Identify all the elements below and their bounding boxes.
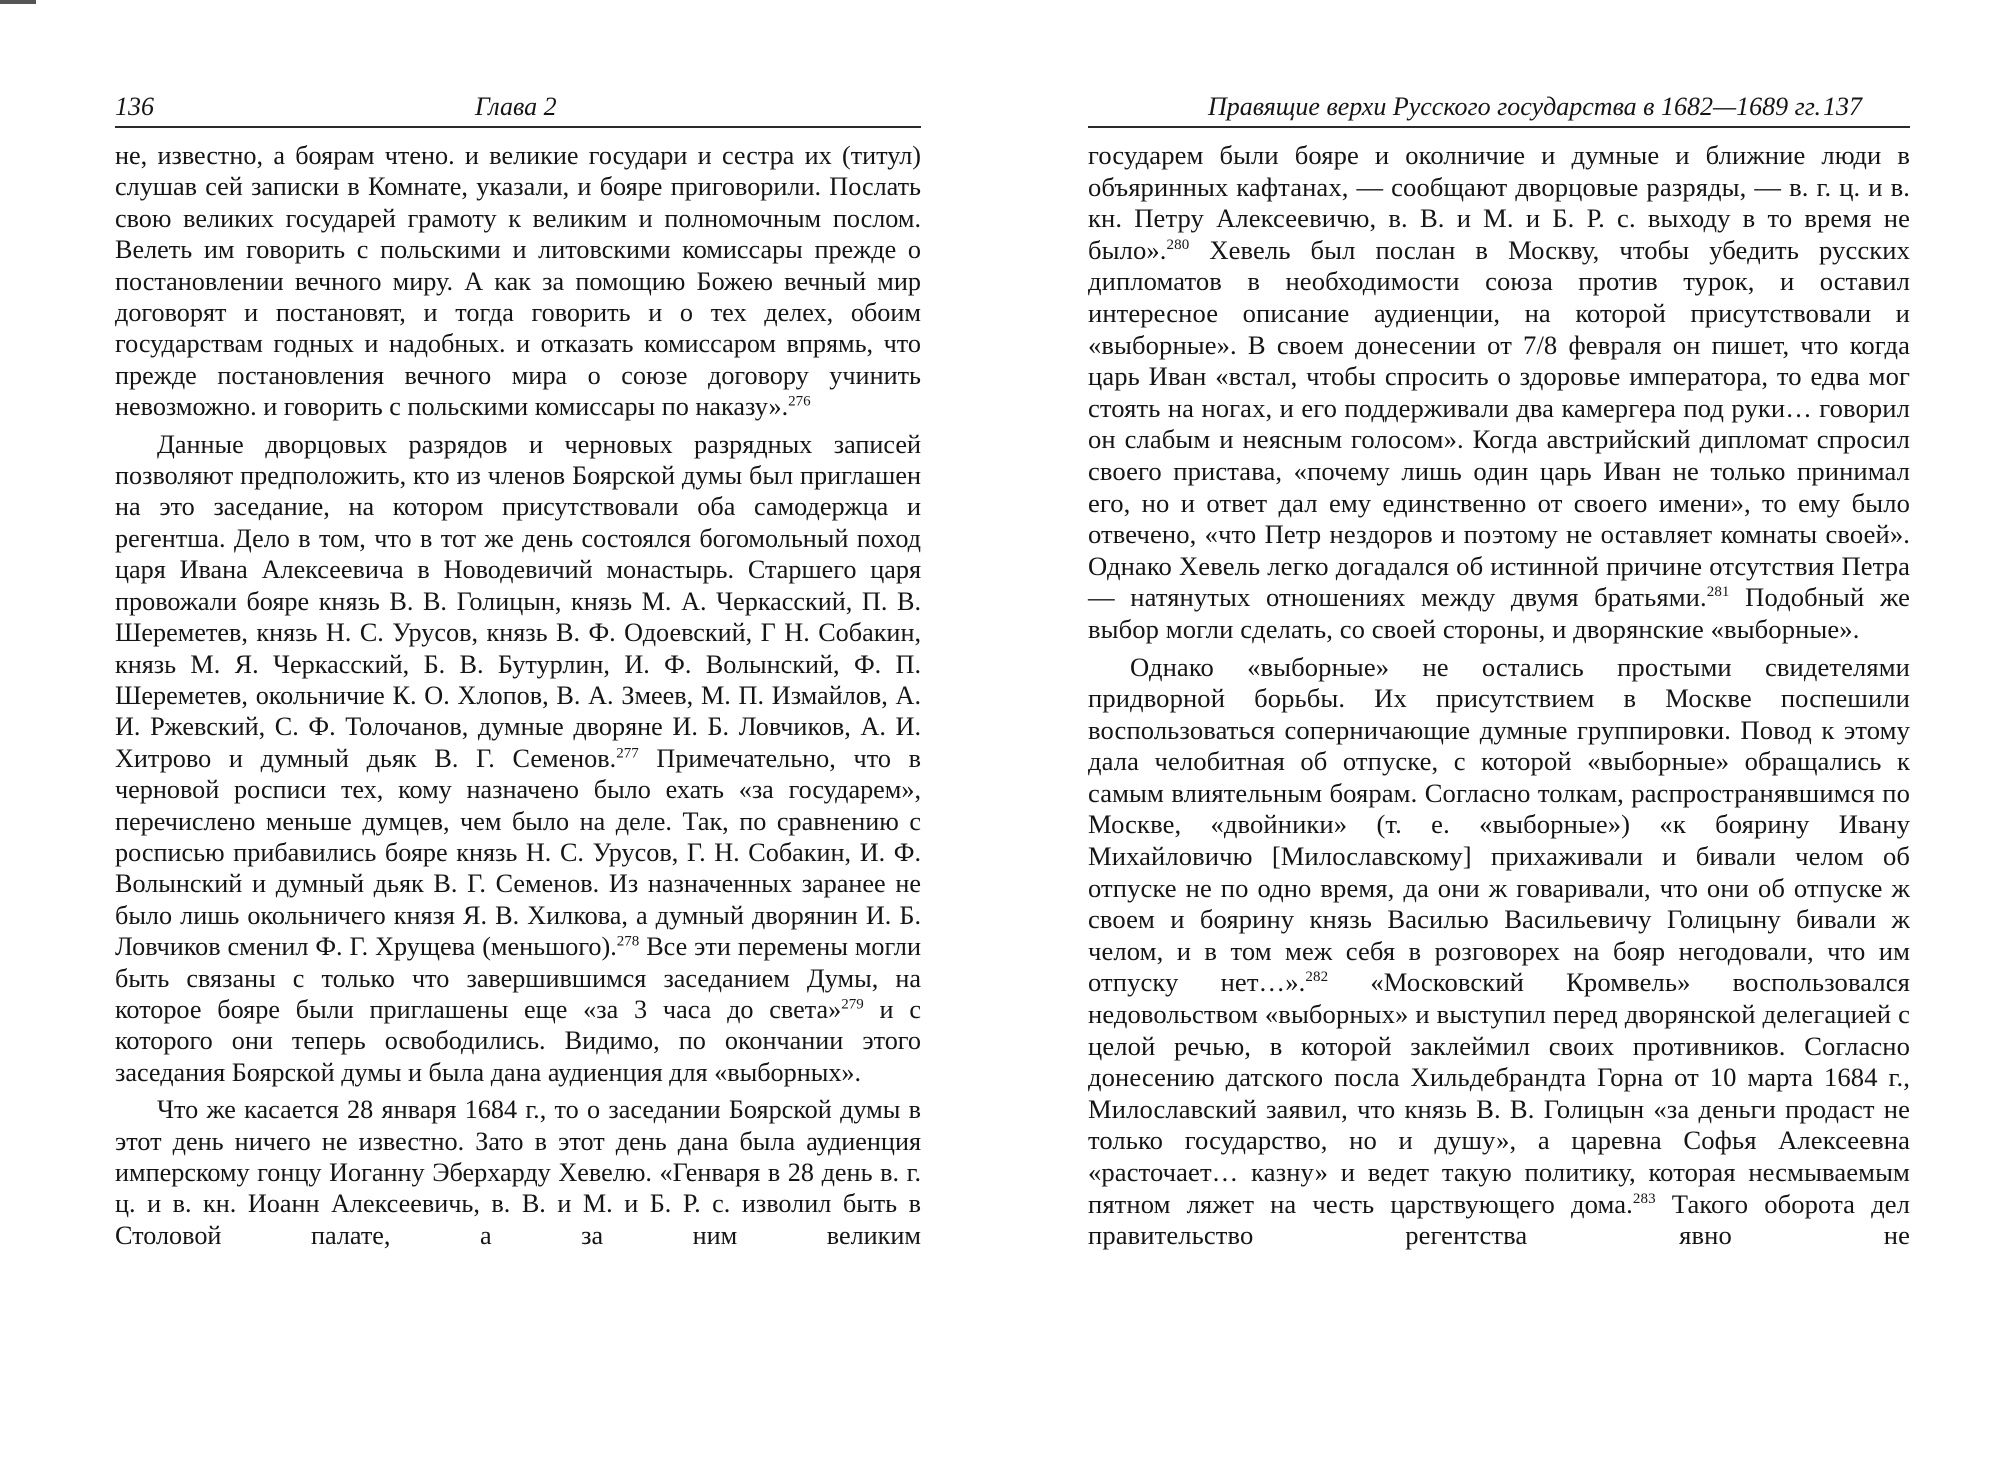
right-page-number: 137 xyxy=(1823,92,1862,121)
left-page-number: 136 xyxy=(115,92,154,121)
scan-edge-mark xyxy=(0,0,36,4)
left-running-head xyxy=(115,86,921,128)
left-chapter-title: Глава 2 xyxy=(475,92,557,121)
footnote-ref[interactable]: 283 xyxy=(1632,1190,1656,1207)
paragraph: Однако «выборные» не остались простыми свидетелями придворной борьбы. Их присутствием в Москве поспешили воспользоваться соперничающие думные группировки. Повод к этому дала челобитная об отпуске, с которой «выборные» обращались к самым влиятельным боярам. Согласно толкам, распространявшимся по Москве, «двойники» (т. е. «выборные») «к боярину Ивану Михайловичю [Милославскому] прихаживали и бивали челом об отпуске не по одно время, да они ж говаривали, что они об отпуске ж своем и боярину князь Василью Васильевичу Голицыну бивали ж челом, и в том меж себя в розговорех на бояр негодовали, что им отпуску нет…».$^{282}$ «Московский Кромвель» воспользовался недовольством «выборных» и выступил перед дворянской делегацией с целой речью, в которой заклеймил своих противников. Согласно донесению датского посла Хильдебрандта Горна от 10 марта 1684 г., Милославский заявил, что князь В. В. Голицын «за деньги продаст не только государство, но и душу», а царевна Софья Алексеевна «расточает… казну» и ведет такую политику, которая несмываемым пятном ляжет на честь царствующего дома.$^{283}$ Такого оборота дел правительство регентства явно не xyxy=(1088,651,1910,1251)
paragraph: государем были бояре и околничие и думные и ближние люди в объяринных кафтанах, — сообщают дворцовые разряды, — в. г. ц. и в. кн. Петру Алексеевичю, в. В. и М. и Б. Р. с. выходу в то время не было».$^{280}$ Хевель был послан в Москву, чтобы убедить русских дипломатов в необходимости союза против турок, и оставил интересное описание аудиенции, на которой присутствовали и «выборные». В своем донесении от 7/8 февраля он пишет, что когда царь Иван «встал, чтобы спросить о здоровье императора, то едва мог стоять на ногах, и его поддерживали два камергера под руки… говорил он слабым и неясным голосом». Когда австрийский дипломат спросил своего пристава, «почему лишь один царь Иван не только принимал его, но и ответ дал ему единственно от своего имени», то ему было отвечено, «что Петр нездоров и поэтому не оставляет комнаты своей». Однако Хевель легко догадался об истинной причине отсутствия Петра — натянутых отношениях между двумя братьями.$^{281}$ Подобный же выбор могли сделать, со своей стороны, и дворянские «выборные». xyxy=(1088,140,1910,644)
right-section-title: Правящие верхи Русского государства в 1682—1689 гг. xyxy=(1208,92,1822,121)
paragraph: не, известно, а боярам чтено. и великие государи и сестра их (титул) слушав сей записки в Комнате, указали, и бояре приговорили. Послать свою великих государей грамоту к великим и полномочным послом. Велеть им говорить с польскими и литовскими комиссары прежде о постановлении вечного миру. А как за помощию Божею вечный мир договорят и постановят, и тогда говорить и о тех делех, обоим государствам годных и надобных. и отказать комиссаром впрямь, что прежде постановления вечного мира о союзе договору учинить невозможно. и говорить с польскими комиссары по наказу».$^{276}$ xyxy=(115,141,921,422)
footnote-ref[interactable]: 282 xyxy=(1305,969,1329,986)
footnote-ref[interactable]: 280 xyxy=(1166,236,1190,253)
footnote-ref[interactable]: 276 xyxy=(788,393,811,410)
right-running-head xyxy=(1088,86,1910,128)
right-page-body xyxy=(1088,140,1910,1252)
left-page xyxy=(115,0,921,1462)
paragraph: Что же касается 28 января 1684 г., то о заседании Боярской думы в этот день ничего не известно. Зато в этот день дана была аудиенция имперскому гонцу Иоганну Эберхарду Хевелю. «Генваря в 28 день в. г. ц. и в. кн. Иоанн Алексеевичь, в. В. и М. и Б. Р. с. изволил быть в Столовой палате, а за ним великим xyxy=(115,1095,921,1250)
right-page xyxy=(1088,0,1910,1462)
paragraph: Данные дворцовых разрядов и черновых разрядных записей позволяют предположить, кто из членов Боярской думы был приглашен на это заседание, на котором присутствовали оба самодержца и регентша. Дело в том, что в тот же день состоялся богомольный поход царя Ивана Алексеевича в Новодевичий монастырь. Старшего царя провожали бояре князь В. В. Голицын, князь М. А. Черкасский, П. В. Шереметев, князь Н. С. Урусов, князь В. Ф. Одоевский, Г Н. Собакин, князь М. Я. Черкасский, Б. В. Бутурлин, И. Ф. Волынский, Ф. П. Шереметев, окольничие К. О. Хлопов, В. А. Змеев, М. П. Измайлов, А. И. Ржевский, С. Ф. Толочанов, думные дворяне И. Б. Ловчиков, А. И. Хитрово и думный дьяк В. Г. Семенов.$^{277}$ Примечательно, что в черновой росписи тех, кому назначено было ехать «за государем», перечислено меньше думцев, чем было на деле. Так, по сравнению с росписью прибавились бояре князь Н. С. Урусов, Г. Н. Собакин, И. Ф. Волынский и думный дьяк В. Г. Семенов. Из назначенных заранее не было лишь окольничего князя Я. В. Хилкова, а думный дворянин И. Б. Ловчиков сменил Ф. Г. Хрущева (меньшого).$^{278}$ Все эти перемены могли быть связаны с только что завершившимся заседанием Думы, на которое бояре были приглашены еще «за 3 часа до света»$^{279}$ и с которого они теперь освободились. Видимо, по окончании этого заседания Боярской думы и была дана аудиенция для «выборных». xyxy=(115,429,921,1087)
left-page-body xyxy=(115,140,921,1251)
footnote-ref[interactable]: 279 xyxy=(841,996,864,1013)
footnote-ref[interactable]: 281 xyxy=(1706,584,1730,601)
footnote-ref[interactable]: 278 xyxy=(616,933,640,950)
footnote-ref[interactable]: 277 xyxy=(616,744,639,761)
